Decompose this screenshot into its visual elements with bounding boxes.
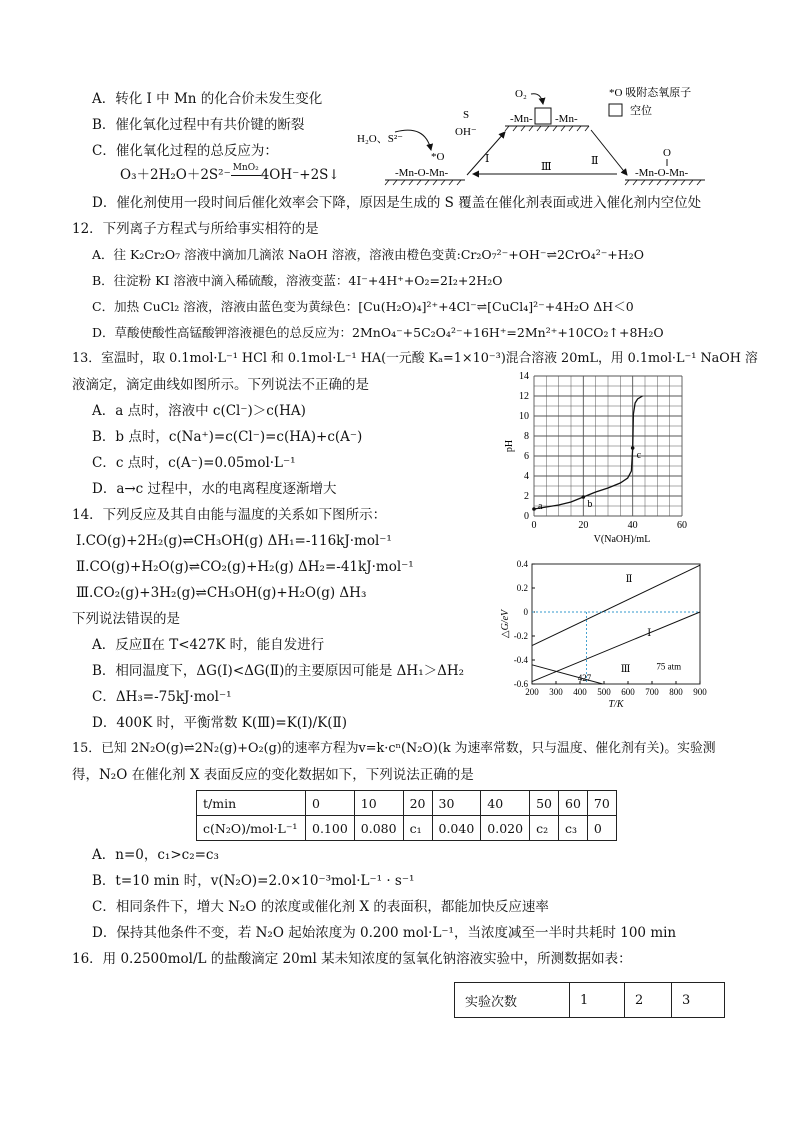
- q12-option-a: A．往 K₂Cr₂O₇ 溶液中滴加几滴浓 NaOH 溶液，溶液由橙色变黄:Cr₂O₇²⁻+OH⁻⇌2CrO₄²⁻+H₂O: [92, 247, 644, 262]
- table-cell: 3: [672, 983, 725, 1018]
- point-b: [582, 495, 586, 499]
- y-tick-label: 2: [524, 491, 529, 502]
- catalyst-arrow: [231, 163, 261, 176]
- legend-vacancy: 空位: [630, 105, 652, 117]
- table-cell: 0.040: [432, 816, 481, 841]
- free-energy-ticks: [514, 559, 708, 697]
- x-tick-label: 200: [525, 687, 539, 697]
- top-site-right: -Mn-: [555, 113, 578, 125]
- pressure-annotation: 75 atm: [656, 661, 682, 672]
- x-tick-label: 500: [597, 687, 611, 697]
- q14-option-a: A．反应Ⅱ在 T<427K 时，能自发进行: [92, 637, 325, 653]
- x-tick-label: 400: [573, 687, 587, 697]
- left-hatch: [385, 180, 461, 185]
- equation-left: O₃＋2H₂O＋2S²⁻: [120, 167, 231, 183]
- q13-stem-line1: 13．室温时，取 0.1mol·L⁻¹ HCl 和 0.1mol·L⁻¹ HA(一元酸 Kₐ=1×10⁻³)混合溶液 20mL，用 0.1mol·L⁻¹ NaOH 溶: [72, 351, 758, 366]
- x-tick-label: 900: [693, 687, 707, 697]
- titration-grid: [534, 376, 682, 516]
- oh-label: OH⁻: [455, 126, 477, 138]
- q14-option-d: D．400K 时，平衡常数 K(Ⅲ)=K(Ⅰ)/K(Ⅱ): [92, 715, 348, 731]
- x-tick-label: 700: [645, 687, 659, 697]
- table-cell: 40: [481, 791, 530, 816]
- y-tick-label: -0.6: [513, 679, 528, 689]
- left-site: -Mn-O-Mn-: [395, 167, 449, 179]
- series-line: [532, 665, 603, 684]
- table-cell: 1: [570, 983, 625, 1018]
- q12-option-d: D．草酸使酸性高锰酸钾溶液褪色的总反应为：2MnO₄⁻+5C₂O₄²⁻+16H⁺=2Mn²⁺+10CO₂↑+8H₂O: [92, 325, 664, 340]
- reactants-label: H₂O、S²⁻: [357, 133, 403, 145]
- table-cell: 0.020: [481, 816, 530, 841]
- y-tick-label: 4: [524, 471, 529, 482]
- point-a: [532, 507, 536, 511]
- equation-right: 4OH⁻+2S↓: [260, 167, 340, 183]
- catalyst-label: MnO₂: [232, 163, 259, 173]
- q13-option-c: C．c 点时，c(A⁻)=0.05mol·L⁻¹: [92, 455, 296, 471]
- q12-option-b: B．往淀粉 KI 溶液中滴入稀硫酸，溶液变蓝：4I⁻+4H⁺+O₂=2I₂+2H₂O: [92, 273, 503, 288]
- legend-vacancy-box: [609, 104, 622, 116]
- table-cell: 0: [306, 791, 355, 816]
- right-hatch: [625, 180, 701, 185]
- x-tick-label: 20: [578, 520, 589, 531]
- series-label: Ⅰ: [647, 628, 652, 639]
- titration-x-label: V(NaOH)/mL: [593, 534, 651, 545]
- q15-stem-line1: 15．已知 2N₂O(g)⇌2N₂(g)+O₂(g)的速率方程为v=k·cⁿ(N₂O)(k 为速率常数，只与温度、催化剂有关)。实验测: [72, 741, 716, 756]
- x-tick-label: 800: [669, 687, 683, 697]
- q14-stem: 14．下列反应及其自由能与温度的关系如下图所示：: [72, 507, 387, 523]
- titration-curve-chart: [500, 368, 700, 548]
- x-tick-label: 0: [531, 520, 537, 531]
- step3-label: Ⅲ: [541, 161, 552, 173]
- point-label-b: b: [587, 499, 593, 510]
- table-cell: c₂: [530, 816, 559, 841]
- table-cell: c(N₂O)/mol·L⁻¹: [197, 816, 306, 841]
- y-tick-label: 10: [519, 411, 529, 422]
- right-o-label: O: [663, 147, 671, 159]
- x-tick-label: 60: [677, 520, 687, 531]
- y-tick-label: 6: [524, 451, 529, 462]
- titration-curve: [534, 396, 643, 509]
- table-cell: 2: [625, 983, 672, 1018]
- free-energy-chart: [496, 556, 716, 708]
- table-row: [197, 791, 617, 816]
- q13-option-b: B．b 点时，c(Na⁺)=c(Cl⁻)=c(HA)+c(A⁻): [92, 429, 363, 445]
- q14-reaction-2: Ⅱ.CO(g)+H₂O(g)⇌CO₂(g)+H₂(g) ΔH₂=-41kJ·mol⁻¹: [76, 559, 414, 575]
- q15-option-b: B．t=10 min 时，v(N₂O)=2.0×10⁻³mol·L⁻¹ · s⁻¹: [92, 873, 415, 889]
- q13-stem-line2: 液滴定，滴定曲线如图所示。下列说法不正确的是: [72, 377, 369, 393]
- y-tick-label: 0: [523, 607, 528, 617]
- q15-option-a: A．n=0，c₁>c₂=c₃: [92, 847, 219, 863]
- kinetics-table: [196, 790, 617, 841]
- x-tick-label: 300: [549, 687, 563, 697]
- y-tick-label: -0.4: [513, 655, 528, 665]
- y-tick-label: 0.4: [516, 559, 528, 569]
- q14-reaction-1: Ⅰ.CO(g)+2H₂(g)⇌CH₃OH(g) ΔH₁=-116kJ·mol⁻¹: [76, 533, 392, 549]
- point-label-a: a: [538, 501, 543, 512]
- table-cell: 10: [354, 791, 403, 816]
- vacancy-box: [535, 108, 551, 124]
- table-cell: 70: [587, 791, 616, 816]
- q13-option-d: D．a→c 过程中，水的电离程度逐渐增大: [92, 481, 337, 497]
- series-label: Ⅱ: [625, 574, 633, 585]
- table-cell: c₃: [559, 816, 588, 841]
- table-row: [197, 816, 617, 841]
- q11-option-c: C．催化氧化过程的总反应为：: [92, 143, 278, 159]
- s-label: S: [463, 109, 470, 121]
- o2-label: O₂: [515, 88, 527, 100]
- step2-label: Ⅱ: [591, 155, 599, 167]
- step2-arrow: [591, 130, 627, 175]
- q15-option-c: C．相同条件下，增大 N₂O 的浓度或催化剂 X 的表面积，都能加快反应速率: [92, 899, 549, 915]
- table-cell: 60: [559, 791, 588, 816]
- series-label: Ⅲ: [620, 664, 631, 675]
- temperature-annotation: 427: [577, 673, 592, 683]
- q11-option-b: B．催化氧化过程中有共价键的断裂: [92, 117, 305, 133]
- table-cell: 30: [432, 791, 481, 816]
- catalysis-diagram: [355, 80, 735, 190]
- q11-option-d: D．催化剂使用一段时间后催化效率会下降，原因是生成的 S 覆盖在催化剂表面或进入催化剂内空位处: [92, 195, 702, 211]
- series-line: [532, 565, 700, 645]
- table-cell: 0.100: [306, 816, 355, 841]
- table-cell: 20: [403, 791, 432, 816]
- y-tick-label: -0.2: [513, 631, 528, 641]
- top-site-left: -Mn-: [510, 113, 533, 125]
- table-row: [455, 983, 725, 1018]
- y-tick-label: 12: [519, 391, 529, 402]
- experiment-table: [454, 982, 725, 1018]
- top-hatch: [505, 126, 589, 131]
- q12-stem: 12．下列离子方程式与所给事实相符的是: [72, 221, 319, 237]
- x-tick-label: 40: [627, 520, 638, 531]
- q15-option-d: D．保持其他条件不变，若 N₂O 起始浓度为 0.200 mol·L⁻¹，当浓度减至一半时共耗时 100 min: [92, 925, 677, 941]
- table-cell: 0: [587, 816, 616, 841]
- table-cell: 50: [530, 791, 559, 816]
- table-cell: 实验次数: [455, 983, 570, 1018]
- o2-arrow: [531, 94, 543, 104]
- y-tick-label: 8: [524, 431, 529, 442]
- q14-ask: 下列说法错误的是: [72, 611, 180, 627]
- x-tick-label: 600: [621, 687, 635, 697]
- q11-option-c-equation: [120, 163, 340, 184]
- q14-option-c: C．ΔH₃=-75kJ·mol⁻¹: [92, 689, 232, 705]
- table-cell: c₁: [403, 816, 432, 841]
- step1-label: Ⅰ: [485, 153, 490, 165]
- legend-adsorbed-o: *O 吸附态氧原子: [609, 87, 692, 99]
- free-energy-x-label: T/K: [608, 699, 624, 708]
- y-tick-label: 14: [519, 371, 529, 382]
- q14-reaction-3: Ⅲ.CO₂(g)+3H₂(g)⇌CH₃OH(g)+H₂O(g) ΔH₃: [76, 585, 367, 601]
- q16-stem: 16．用 0.2500mol/L 的盐酸滴定 20ml 某未知浓度的氢氧化钠溶液实验中，所测数据如表：: [72, 951, 632, 967]
- q14-option-b: B．相同温度下，ΔG(Ⅰ)<ΔG(Ⅱ)的主要原因可能是 ΔH₁＞ΔH₂: [92, 663, 465, 679]
- y-tick-label: 0.2: [516, 583, 528, 593]
- table-cell: t/min: [197, 791, 306, 816]
- q13-option-a: A．a 点时，溶液中 c(Cl⁻)＞c(HA): [92, 403, 306, 419]
- point-c: [631, 446, 635, 450]
- table-cell: 0.080: [354, 816, 403, 841]
- right-site: -Mn-O-Mn-: [635, 167, 689, 179]
- titration-y-label: pH: [504, 439, 515, 453]
- y-tick-label: 0: [524, 511, 529, 522]
- free-energy-y-label: △G/eV: [500, 609, 511, 639]
- q12-option-c: C．加热 CuCl₂ 溶液，溶液由蓝色变为黄绿色：[Cu(H₂O)₄]²⁺+4Cl⁻⇌[CuCl₄]²⁻+4H₂O ΔH＜0: [92, 299, 634, 314]
- q11-option-a: A．转化 I 中 Mn 的化合价未发生变化: [92, 91, 323, 107]
- point-label-c: c: [636, 450, 642, 461]
- q15-stem-line2: 得，N₂O 在催化剂 X 表面反应的变化数据如下，下列说法正确的是: [72, 767, 474, 783]
- star-o-label: *O: [431, 151, 445, 163]
